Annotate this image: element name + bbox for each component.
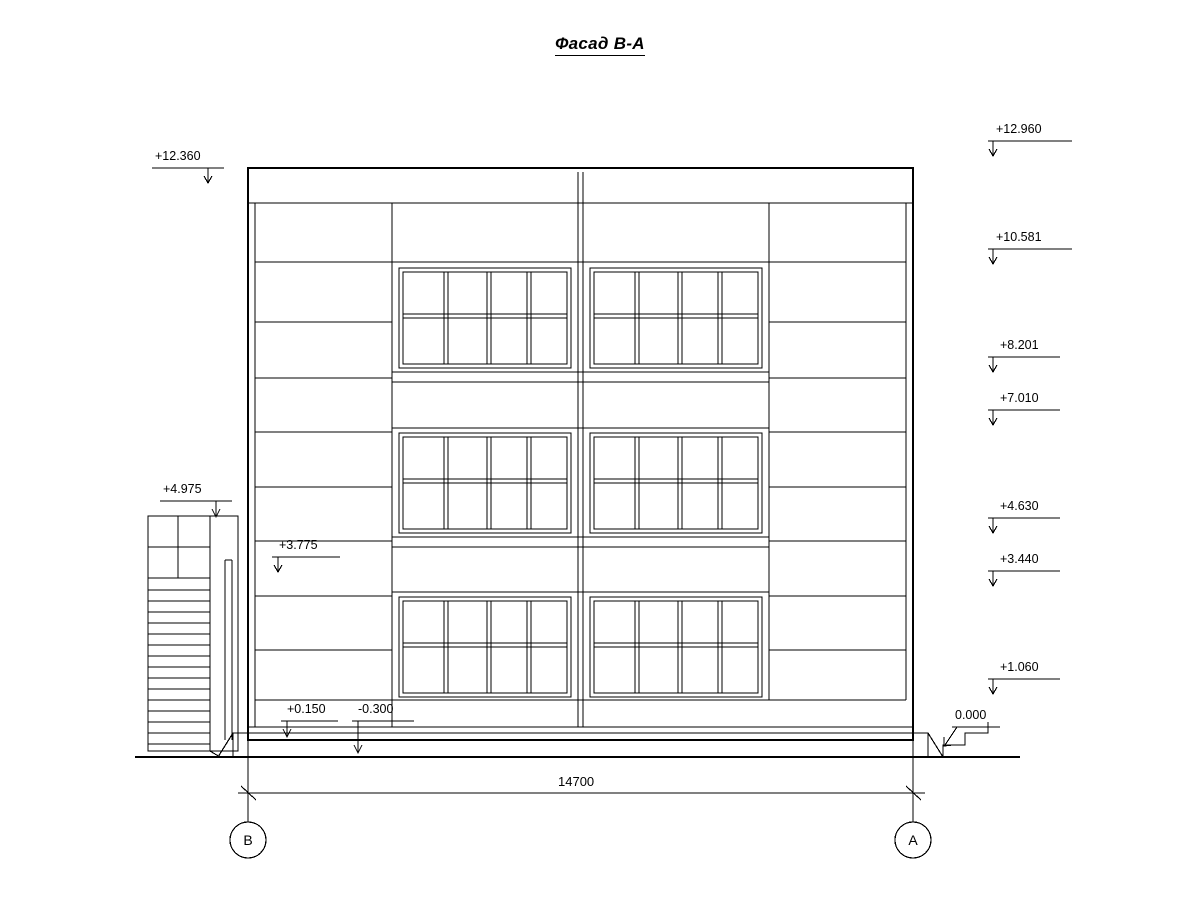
- level-label-right-3440: +3.440: [1000, 552, 1039, 566]
- level-label-bottom-minus0300: -0.300: [358, 702, 394, 716]
- level-label-left-4975: +4.975: [163, 482, 202, 496]
- level-label-right-8201: +8.201: [1000, 338, 1039, 352]
- building-outline: [248, 168, 913, 740]
- level-markers-left: [152, 168, 340, 572]
- level-label-right-4630: +4.630: [1000, 499, 1039, 513]
- axis-bubbles: [230, 812, 931, 858]
- central-mullion: [578, 172, 583, 727]
- level-label-bottom-0150: +0.150: [287, 702, 326, 716]
- stair-block-left: [148, 516, 238, 757]
- level-label-right-10581: +10.581: [996, 230, 1042, 244]
- overall-dimension-text: 14700: [558, 774, 595, 789]
- wall-panel-left: [255, 203, 392, 727]
- level-markers-bottom: [281, 721, 414, 753]
- level-label-right-0000: 0.000: [955, 708, 987, 722]
- level-label-right-7010: +7.010: [1000, 391, 1039, 405]
- drawing-title-text: Фасад В-А: [555, 34, 645, 56]
- level-label-right-12960: +12.960: [996, 122, 1042, 136]
- window-band-middle: [399, 433, 762, 533]
- axis-label-a: А: [908, 832, 918, 848]
- wall-panel-right: [769, 203, 906, 700]
- level-label-right-1060: +1.060: [1000, 660, 1039, 674]
- base-podium: [218, 733, 943, 757]
- window-band-top: [399, 268, 762, 368]
- level-label-left-12360: +12.360: [155, 149, 201, 163]
- level-label-left-3775: +3.775: [279, 538, 318, 552]
- axis-label-b: В: [243, 832, 253, 848]
- window-band-bottom: [399, 597, 762, 697]
